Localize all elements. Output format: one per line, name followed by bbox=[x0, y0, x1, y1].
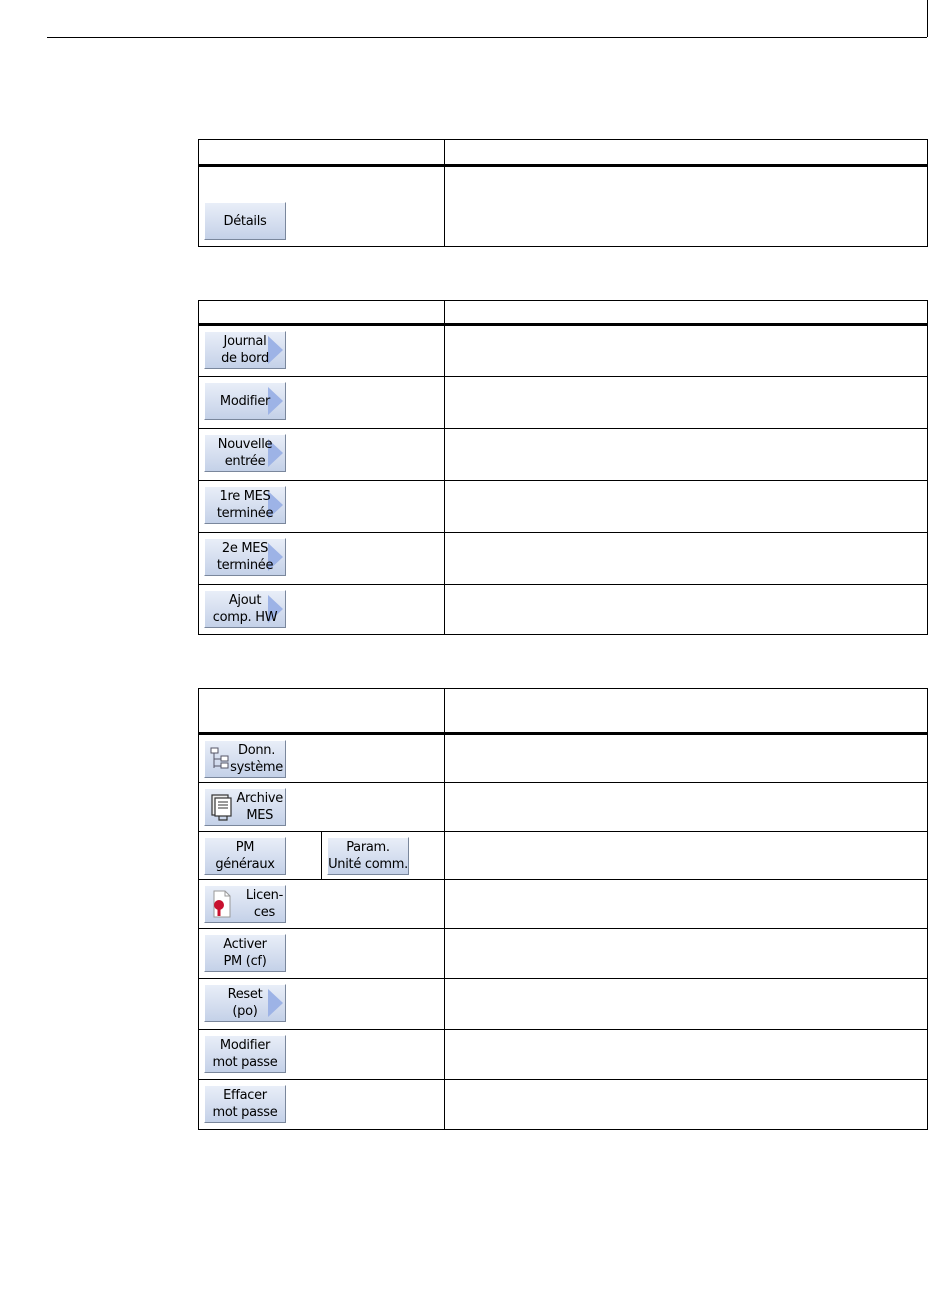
page-corner-line bbox=[927, 0, 928, 37]
softkey-journal-de-bord[interactable] bbox=[204, 331, 286, 369]
description-cell bbox=[445, 585, 928, 635]
softkey-effacer-mot-passe[interactable] bbox=[204, 1085, 286, 1123]
table-header-description bbox=[445, 140, 928, 166]
table-row bbox=[199, 929, 445, 979]
softkey-label: 2e MES terminée bbox=[216, 541, 274, 573]
table-row bbox=[199, 979, 445, 1030]
softkey-label: 1re MES terminée bbox=[216, 489, 274, 521]
description-cell bbox=[445, 325, 928, 377]
softkey-2e-mes-terminee[interactable] bbox=[204, 538, 286, 576]
description-cell bbox=[445, 929, 928, 979]
table-header-key bbox=[199, 140, 445, 166]
table-row bbox=[199, 880, 445, 929]
table-row bbox=[199, 832, 445, 880]
table-system bbox=[198, 688, 928, 1130]
softkey-label: Modifier mot passe bbox=[212, 1038, 278, 1070]
softkey-label: Reset (po) bbox=[227, 987, 263, 1019]
softkey-label: Licen- ces bbox=[245, 888, 283, 920]
header-rule bbox=[47, 37, 927, 38]
table-journal bbox=[198, 300, 928, 635]
table-header-key bbox=[199, 689, 445, 734]
softkey-modifier-mot-passe[interactable] bbox=[204, 1035, 286, 1073]
arrow-right-icon bbox=[268, 387, 283, 415]
table-header-description bbox=[445, 301, 928, 325]
table-row bbox=[199, 1080, 445, 1130]
softkey-details[interactable] bbox=[204, 202, 286, 240]
table-row bbox=[199, 783, 445, 832]
cell-divider bbox=[321, 832, 322, 879]
softkey-nouvelle-entree[interactable] bbox=[204, 434, 286, 472]
table-details bbox=[198, 139, 928, 247]
arrow-right-icon bbox=[268, 336, 283, 364]
description-cell bbox=[445, 533, 928, 585]
table-row bbox=[199, 1030, 445, 1080]
softkey-activer-pm-cf[interactable] bbox=[204, 934, 286, 972]
arrow-right-icon bbox=[268, 989, 283, 1017]
description-cell bbox=[445, 979, 928, 1030]
tree-icon bbox=[209, 746, 231, 772]
description-cell bbox=[445, 377, 928, 429]
description-cell bbox=[445, 880, 928, 929]
softkey-reset-po[interactable] bbox=[204, 984, 286, 1022]
table-row bbox=[199, 325, 445, 377]
softkey-label: Activer PM (cf) bbox=[223, 937, 267, 969]
description-cell bbox=[445, 734, 928, 783]
table-row bbox=[199, 377, 445, 429]
softkey-donn-systeme[interactable] bbox=[204, 740, 286, 778]
archive-icon bbox=[209, 792, 233, 822]
softkey-label: PM généraux bbox=[215, 840, 275, 872]
softkey-label: Détails bbox=[223, 213, 267, 229]
table-row bbox=[199, 429, 445, 481]
description-cell bbox=[445, 481, 928, 533]
softkey-label: Donn. système bbox=[230, 743, 283, 775]
table-row bbox=[199, 166, 445, 247]
table-row bbox=[199, 585, 445, 635]
table-header-description bbox=[445, 689, 928, 734]
license-icon bbox=[209, 889, 233, 919]
softkey-label: Journal de bord bbox=[221, 334, 269, 366]
softkey-label: Param. Unité comm. bbox=[328, 840, 408, 872]
softkey-pm-generaux[interactable] bbox=[204, 837, 286, 875]
table-row bbox=[199, 734, 445, 783]
softkey-label: Modifier bbox=[219, 393, 271, 409]
table-row bbox=[199, 533, 445, 585]
softkey-1re-mes-terminee[interactable] bbox=[204, 486, 286, 524]
softkey-archive-mes[interactable] bbox=[204, 788, 286, 826]
softkey-modifier[interactable] bbox=[204, 382, 286, 420]
softkey-label: Ajout comp. HW bbox=[212, 593, 278, 625]
description-cell bbox=[445, 166, 928, 247]
softkey-label: Archive MES bbox=[236, 791, 283, 823]
description-cell bbox=[445, 832, 928, 880]
description-cell bbox=[445, 429, 928, 481]
softkey-ajout-comp-hw[interactable] bbox=[204, 590, 286, 628]
softkey-param-unite-comm[interactable] bbox=[327, 837, 409, 875]
softkey-licences[interactable] bbox=[204, 885, 286, 923]
softkey-label: Effacer mot passe bbox=[212, 1088, 278, 1120]
description-cell bbox=[445, 783, 928, 832]
softkey-label: Nouvelle entrée bbox=[217, 437, 273, 469]
description-cell bbox=[445, 1030, 928, 1080]
description-cell bbox=[445, 1080, 928, 1130]
table-row bbox=[199, 481, 445, 533]
table-header-key bbox=[199, 301, 445, 325]
